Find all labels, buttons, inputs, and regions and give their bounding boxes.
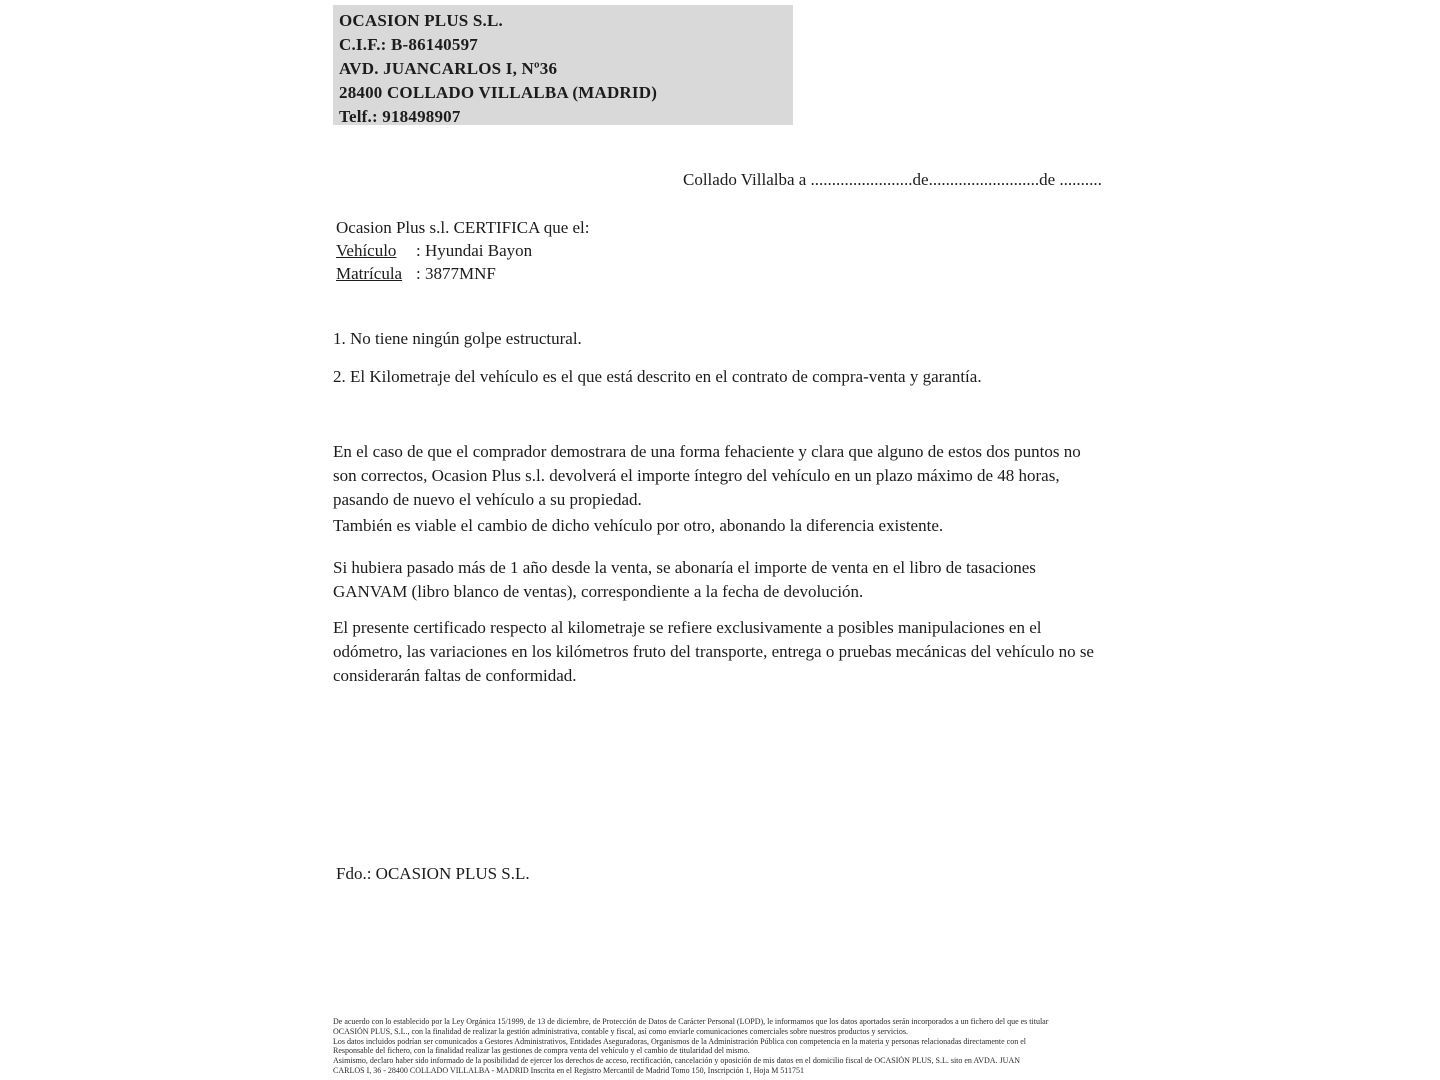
legal-footer — [333, 1017, 1113, 1076]
date-line: Collado Villalba a ........................de..........................de .......... — [683, 170, 1102, 189]
footer-line-2: OCASIÓN PLUS, S.L., con la finalidad de realizar la gestión administrativa, contable y fiscal, así como enviarle comunicaciones comerciales sobre nuestros productos y servicios. — [333, 1026, 908, 1036]
plate-field-value: 3877MNF — [424, 264, 496, 283]
body-paragraph-1: En el caso de que el comprador demostrara de una forma fehaciente y clara que alguno de estos dos puntos no son correctos, Ocasion Plus s.l. devolverá el importe íntegro del vehículo en un plazo máximo de 48 horas, pasando de nuevo el vehículo a su propiedad. — [333, 442, 1081, 509]
plate-field-row — [336, 262, 590, 285]
company-name: OCASION PLUS S.L. — [339, 11, 503, 30]
clause-item-1: 1. No tiene ningún golpe estructural. — [333, 329, 582, 348]
company-cif: C.I.F.: B-86140597 — [339, 35, 478, 54]
company-header-block — [333, 5, 793, 125]
field-separator: : — [416, 241, 425, 260]
footer-line-4: Responsable del fichero, con la finalidad realizar las gestiones de compra venta del vehículo y el cambio de titularidad del mismo. — [333, 1046, 750, 1056]
footer-line-5: Asimismo, declaro haber sido informado de la posibilidad de ejercer los derechos de acceso, rectificación, cancelación y oposición de mis datos en el domicilio fiscal de OCASIÓN PLUS, S.L. sito en AVDA. JUAN — [333, 1056, 1021, 1066]
signature-line: Fdo.: OCASION PLUS S.L. — [336, 864, 530, 883]
clause-item-2: 2. El Kilometraje del vehículo es el que está descrito en el contrato de compra-venta y garantía. — [333, 367, 982, 386]
vehicle-field-value: Hyundai Bayon — [424, 241, 533, 260]
plate-field-label: Matrícula — [336, 264, 403, 283]
footer-line-3: Los datos incluidos podrían ser comunicados a Gestores Administrativos, Entidades Aseguradoras, Organismos de la Administración Pública con competencia en la materia y personas relacionadas directamente con el — [333, 1036, 1026, 1046]
field-separator: : — [416, 264, 425, 283]
body-paragraph-2: También es viable el cambio de dicho vehículo por otro, abonando la diferencia existente. — [333, 516, 944, 535]
company-address: AVD. JUANCARLOS I, Nº36 — [339, 59, 558, 78]
footer-line-6: CARLOS I, 36 - 28400 COLLADO VILLALBA - MADRID Inscrita en el Registro Mercantil de Madrid Tomo 150, Inscripción 1, Hoja M 511751 — [333, 1065, 805, 1075]
company-city: 28400 COLLADO VILLALBA (MADRID) — [339, 83, 658, 102]
vehicle-field-label: Vehículo — [336, 241, 397, 260]
vehicle-field-row — [336, 239, 590, 262]
certification-block — [336, 216, 590, 285]
certification-intro: Ocasion Plus s.l. CERTIFICA que el: — [336, 218, 590, 237]
company-phone: Telf.: 918498907 — [339, 107, 461, 126]
footer-line-1: De acuerdo con lo establecido por la Ley Orgánica 15/1999, de 13 de diciembre, de Protección de Datos de Carácter Personal (LOPD), le informamos que los datos aportados serán incorporados a un fichero del que es titular — [333, 1017, 1049, 1026]
body-paragraph-3: Si hubiera pasado más de 1 año desde la venta, se abonaría el importe de venta en el libro de tasaciones GANVAM (libro blanco de ventas), correspondiente a la fecha de devolución. — [333, 558, 1036, 601]
body-paragraph-4: El presente certificado respecto al kilometraje se refiere exclusivamente a posibles manipulaciones en el odómetro, las variaciones en los kilómetros fruto del transporte, entrega o pruebas mecánicas del vehículo no se considerarán faltas de conformidad. — [333, 618, 1094, 685]
